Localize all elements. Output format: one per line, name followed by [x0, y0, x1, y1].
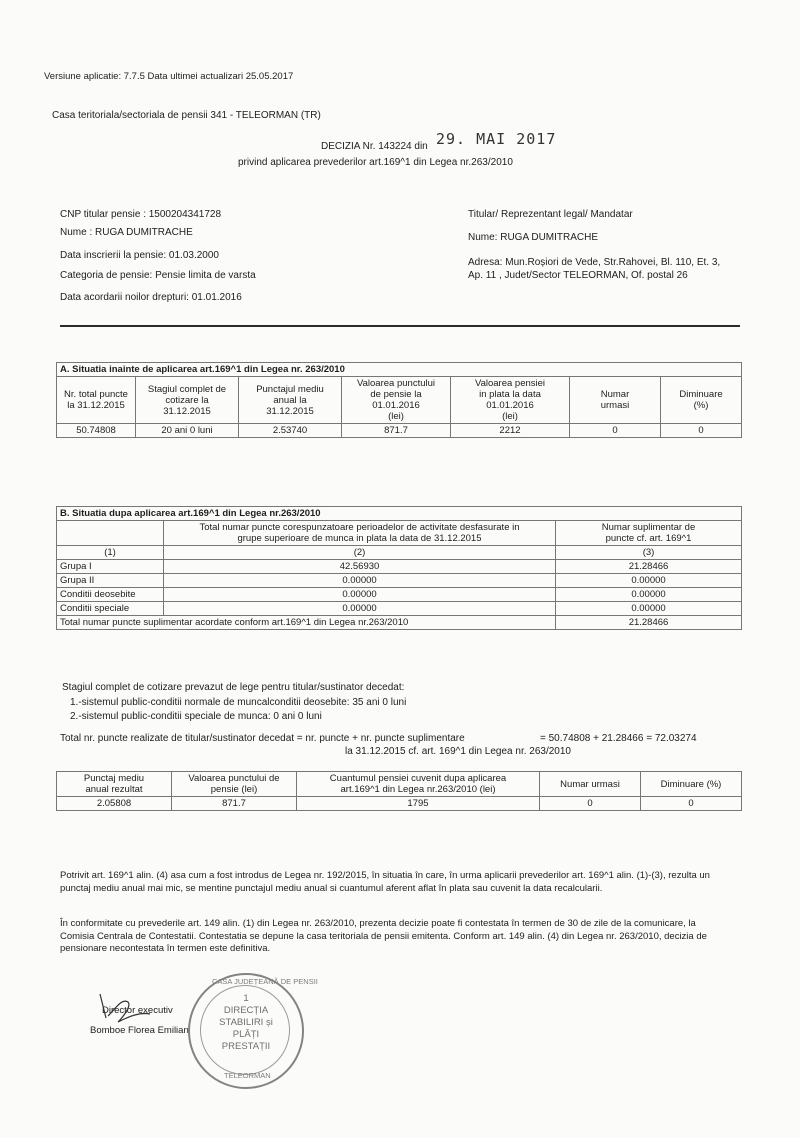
header-numar-urmasi-c: Numar urmasi	[540, 772, 641, 797]
header-cuantumul-pensiei: Cuantumul pensiei cuvenit dupa aplicarea art.169^1 din Legea nr.263/2010 (lei)	[297, 772, 540, 797]
cnp-titular: CNP titular pensie : 1500204341728	[60, 209, 222, 220]
legal-paragraph-1: Potrivit art. 169^1 alin. (4) asa cum a fost introdus de Legea nr. 192/2015, în situatia în care, în urma aplicarii prevederilor art. 169^1 alin. (1)-(3), rezulta un punctaj mediu anual mai mic, se mentine punctajul mediu anual si cuantumul aferent aflat în plata sau cuvenit la data recalcularii.	[60, 870, 710, 894]
row-label: Conditii speciale	[57, 602, 164, 616]
stagiu-line2: 2.-sistemul public-conditii speciale de munca: 0 ani 0 luni	[70, 711, 322, 722]
section-a-title: A. Situatia inainte de aplicarea art.169^1 din Legea nr. 263/2010	[57, 363, 742, 377]
header-numar-urmasi: Numar urmasi	[570, 377, 661, 424]
signature-name: Bomboe Florea Emilian	[90, 1025, 189, 1036]
section-b-title: B. Situatia dupa aplicarea art.169^1 din Legea nr.263/2010	[57, 507, 742, 521]
header-punctajul-mediu: Punctajul mediu anual la 31.12.2015	[239, 377, 342, 424]
official-stamp	[188, 973, 318, 1089]
total-label: Total numar puncte suplimentar acordate conform art.169^1 din Legea nr.263/2010	[57, 616, 556, 630]
stagiu-line1: 1.-sistemul public-conditii normale de muncalconditii deosebite: 35 ani 0 luni	[70, 697, 407, 708]
header-diminuare: Diminuare (%)	[661, 377, 742, 424]
stamp-number: 1	[243, 993, 249, 1004]
adresa-line2: Ap. 11 , Judet/Sector TELEORMAN, Of. postal 26	[468, 270, 688, 281]
section-b-table	[56, 506, 742, 630]
header-numar-suplimentar: Numar suplimentar de puncte cf. art. 169^1	[556, 521, 742, 546]
decision-date: 29. MAI 2017	[436, 130, 557, 148]
section-c-table	[56, 771, 742, 811]
header-valoarea-punctului: Valoarea punctului de pensie la 01.01.2016 (lei)	[342, 377, 451, 424]
data-inscrierii: Data inscrierii la pensie: 01.03.2000	[60, 250, 219, 261]
adresa-line1: Adresa: Mun.Roșiori de Vede, Str.Rahovei, Bl. 110, Et. 3,	[468, 257, 721, 268]
table-row	[57, 424, 742, 438]
section-b-colnums-row	[57, 546, 742, 560]
cell-numar-urmasi: 0	[540, 797, 641, 811]
signature-role: Director executiv	[102, 1005, 173, 1016]
header-valoarea-punctului-c: Valoarea punctului de pensie (lei)	[172, 772, 297, 797]
table-row	[57, 797, 742, 811]
total-value: 21.28466	[556, 616, 742, 630]
section-c-header-row	[57, 772, 742, 797]
stagiu-title: Stagiul complet de cotizare prevazut de lege pentru titular/sustinator decedat:	[62, 682, 405, 693]
row-label: Conditii deosebite	[57, 588, 164, 602]
colnum-3: (3)	[556, 546, 742, 560]
stamp-top-ring: CASA JUDEȚEANĂ DE PENSII	[212, 977, 318, 986]
stamp-line4: PRESTAȚII	[221, 1041, 271, 1052]
section-a-table	[56, 362, 742, 438]
titular-label: Titular/ Reprezentant legal/ Mandatar	[468, 209, 633, 220]
stamp-bottom-ring: TELEORMAN	[224, 1071, 271, 1080]
decision-subtitle: privind aplicarea prevederilor art.169^1 din Legea nr.263/2010	[238, 157, 513, 168]
decision-title: DECIZIA Nr. 143224 din	[321, 141, 428, 152]
nume-titular: Nume : RUGA DUMITRACHE	[60, 227, 193, 238]
stamp-line3: PLĂȚI	[232, 1029, 260, 1040]
colnum-2: (2)	[164, 546, 556, 560]
colnum-1: (1)	[57, 546, 164, 560]
cell-valoarea-punctului: 871.7	[172, 797, 297, 811]
header-nr-total-puncte: Nr. total puncte la 31.12.2015	[57, 377, 136, 424]
row-supl: 0.00000	[556, 588, 742, 602]
row-total: 0.00000	[164, 574, 556, 588]
data-acordarii: Data acordarii noilor drepturi: 01.01.2016	[60, 292, 242, 303]
header-stagiul-complet: Stagiul complet de cotizare la 31.12.2015	[136, 377, 239, 424]
table-row	[57, 588, 742, 602]
cell-diminuare: 0	[661, 424, 742, 438]
stamp-line1: DIRECȚIA	[223, 1005, 269, 1016]
row-supl: 0.00000	[556, 602, 742, 616]
row-total: 0.00000	[164, 588, 556, 602]
stamp-line2: STABILIRI și	[219, 1017, 273, 1028]
total-calc-value: = 50.74808 + 21.28466 = 72.03274	[540, 733, 697, 744]
header-empty	[57, 521, 164, 546]
header-punctaj-mediu-rezultat: Punctaj mediu anual rezultat	[57, 772, 172, 797]
cell-stagiul-complet: 20 ani 0 luni	[136, 424, 239, 438]
header-total-numar-puncte: Total numar puncte corespunzatoare perioadelor de activitate desfasurate in grupe superioare de munca in plata la data de 31.12.2015	[164, 521, 556, 546]
cell-numar-urmasi: 0	[570, 424, 661, 438]
casa-pensii-title: Casa teritoriala/sectoriala de pensii 341 - TELEORMAN (TR)	[52, 110, 321, 121]
cell-punctaj-mediu: 2.05808	[57, 797, 172, 811]
cell-valoarea-pensiei: 2212	[451, 424, 570, 438]
row-label: Grupa II	[57, 574, 164, 588]
header-valoarea-pensiei: Valoarea pensiei in plata la data 01.01.2016 (lei)	[451, 377, 570, 424]
table-row	[57, 602, 742, 616]
signature-scribble	[92, 988, 162, 1033]
table-row	[57, 560, 742, 574]
header-diminuare-c: Diminuare (%)	[641, 772, 742, 797]
cell-diminuare: 0	[641, 797, 742, 811]
row-label: Grupa I	[57, 560, 164, 574]
separator-rule	[60, 325, 740, 327]
categoria-pensie: Categoria de pensie: Pensie limita de varsta	[60, 270, 256, 281]
nume-reprezentant: Nume: RUGA DUMITRACHE	[468, 232, 599, 243]
version-line: Versiune aplicatie: 7.7.5 Data ultimei actualizari 25.05.2017	[44, 71, 294, 82]
cell-valoarea-punctului: 871.7	[342, 424, 451, 438]
total-calc-label: Total nr. puncte realizate de titular/sustinator decedat = nr. puncte + nr. puncte suplimentare	[60, 733, 465, 744]
legal-paragraph-2: În conformitate cu prevederile art. 149 alin. (1) din Legea nr. 263/2010, prezenta decizie poate fi contestata în termen de 30 de zile de la comunicare, la Comisia Centrala de Contestatii. Contestatia se depune la casa teritoriala de pensii emitenta. Conform art. 149 alin. (4) din Legea nr. 263/2010, decizia de pensionare necontestata în termen este definitiva.	[60, 918, 707, 954]
section-a-header-row	[57, 377, 742, 424]
cell-cuantumul-pensiei: 1795	[297, 797, 540, 811]
row-total: 42.56930	[164, 560, 556, 574]
row-total: 0.00000	[164, 602, 556, 616]
cell-nr-total-puncte: 50.74808	[57, 424, 136, 438]
cell-punctajul-mediu: 2.53740	[239, 424, 342, 438]
total-calc-line2: la 31.12.2015 cf. art. 169^1 din Legea nr. 263/2010	[345, 746, 571, 757]
section-b-header-row	[57, 521, 742, 546]
row-supl: 0.00000	[556, 574, 742, 588]
table-row	[57, 574, 742, 588]
row-supl: 21.28466	[556, 560, 742, 574]
total-row	[57, 616, 742, 630]
